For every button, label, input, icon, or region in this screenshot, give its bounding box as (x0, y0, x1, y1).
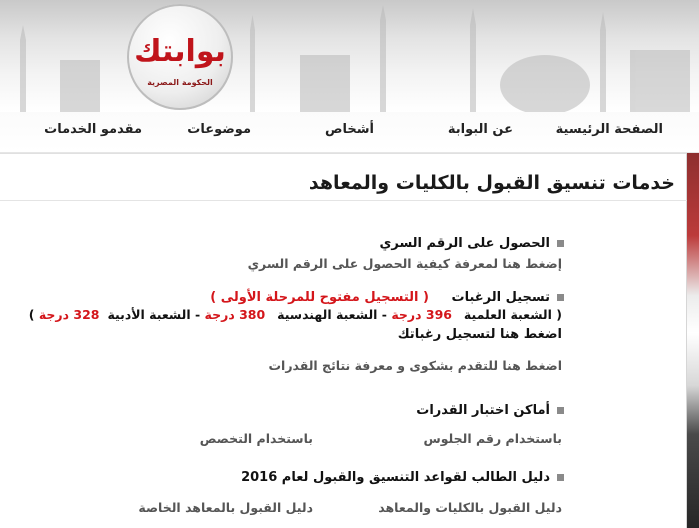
literary-label: الشعبة الأدبية (107, 307, 191, 322)
guide-private-institutes-link[interactable]: دليل القبول بالمعاهد الخاصة (138, 500, 313, 515)
secret-number-link[interactable]: إضغط هنا لمعرفة كيفية الحصول على الرقم السري (247, 256, 562, 271)
frame-top-border (0, 153, 687, 154)
logo-title: بوابتك (134, 34, 226, 69)
student-guide-heading-text: دليل الطالب لقواعد التنسيق والقبول لعام 2016 (241, 470, 550, 485)
preferences-heading (210, 290, 564, 305)
page-title: خدمات تنسيق القبول بالكليات والمعاهد (308, 172, 675, 194)
literary-score: 328 درجة (38, 307, 100, 322)
dash-2: - (190, 307, 205, 322)
aptitude-by-seat-link[interactable]: باستخدام رقم الجلوس (423, 431, 562, 446)
site-header (0, 0, 699, 112)
bullet-icon (557, 240, 564, 247)
score-thresholds (29, 307, 562, 322)
register-preferences-link[interactable]: اضغط هنا لتسجيل رغباتك (397, 327, 562, 342)
registration-status: ( التسجيل مفتوح للمرحلة الأولى ) (210, 290, 429, 305)
preferences-heading-text: تسجيل الرغبات (451, 290, 550, 305)
nav-home[interactable]: الصفحة الرئيسية (555, 122, 663, 137)
engineering-label: الشعبة الهندسية (277, 307, 378, 322)
cityscape-banner (0, 0, 699, 112)
science-label: الشعبة العلمية (463, 307, 552, 322)
nav-service-providers[interactable]: مقدمو الخدمات (44, 122, 142, 137)
aptitude-complaints-link[interactable]: اضغط هنا للتقدم بشكوى و معرفة نتائج القدرات (268, 358, 562, 373)
title-divider (0, 200, 687, 201)
secret-number-heading (379, 236, 564, 251)
guide-colleges-link[interactable]: دليل القبول بالكليات والمعاهد (378, 500, 562, 515)
logo-subtitle: الحكومة المصرية (147, 78, 213, 87)
dash-1: - (377, 307, 392, 322)
aptitude-places-heading (416, 403, 564, 418)
bullet-icon (557, 474, 564, 481)
nav-people[interactable]: أشخاص (325, 122, 374, 137)
engineering-score: 380 درجة (204, 307, 266, 322)
nav-topics[interactable]: موضوعات (187, 122, 251, 137)
egypt-flag-strip (687, 153, 699, 528)
secret-number-heading-text: الحصول على الرقم السري (379, 236, 550, 251)
aptitude-places-heading-text: أماكن اختبار القدرات (416, 403, 550, 418)
site-logo[interactable] (127, 4, 233, 110)
paren-open: ( (551, 307, 562, 322)
science-score: 396 درجة (391, 307, 452, 322)
main-nav (0, 112, 699, 153)
bullet-icon (557, 407, 564, 414)
aptitude-by-specialty-link[interactable]: باستخدام التخصص (199, 431, 313, 446)
student-guide-heading (241, 470, 564, 485)
bullet-icon (557, 294, 564, 301)
paren-close: ) (28, 307, 39, 322)
nav-about[interactable]: عن البوابة (447, 122, 513, 137)
